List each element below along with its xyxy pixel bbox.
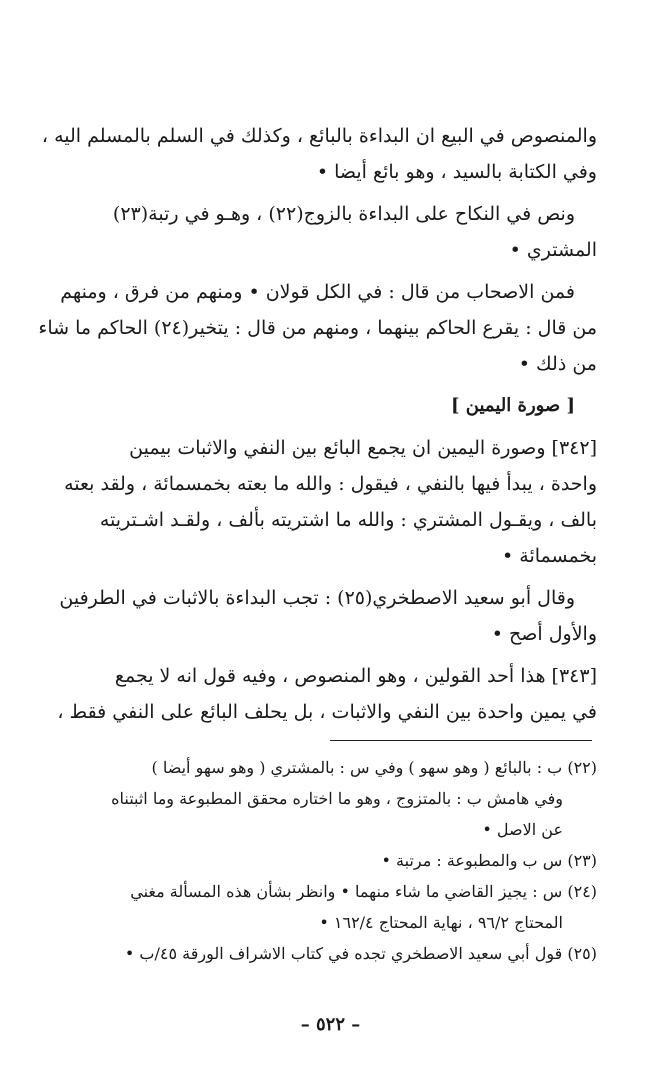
footnote-separator [330,740,592,741]
section-heading: [ صورة اليمين ] [451,395,575,416]
footnote-line: (٢٤) س : يجيز القاضي ما شاء منهما • وانظر بشأن هذه المسألة مغني [130,882,597,901]
text-line: [٣٤٣] هذا أحد القولين ، وهو المنصوص ، وفيه قول انه لا يجمع [114,665,597,687]
main-text [38,118,597,736]
text-line: المشتري • [509,239,597,261]
footnote-line: عن الاصل • [482,820,563,839]
footnote-line: وفي هامش ب : بالمتزوج ، وهو ما اختاره محقق المطبوعة وما اثبتناه [111,789,563,808]
footnote-line: المحتاج ٩٦/٢ ، نهاية المحتاج ١٦٢/٤ • [319,913,563,932]
footnote-23 [64,845,597,876]
text-line: واحدة ، يبدأ فيها بالنفي ، فيقول : والله ما بعته بخمسمائة ، ولقد بعته [64,473,597,495]
footnote-line: (٢٢) ب : بالبائع ( وهو سهو ) وفي س : بالمشتري ( وهو سهو أيضا ) [151,758,597,777]
paragraph-2 [64,196,597,268]
text-line: وفي الكتابة بالسيد ، وهو بائع أيضا • [316,161,597,183]
text-line: ونص في النكاح على البداءة بالزوج(٢٢) ، وهـو في رتبة(٢٣) [112,203,575,225]
footnote-25 [64,938,597,969]
footnotes [64,752,597,969]
footnote-22 [64,752,597,845]
text-line: من ذلك • [518,353,597,375]
paragraph-6 [57,658,597,730]
paragraph-3 [38,274,597,382]
body-text [38,118,597,730]
text-line: بالف ، ويقـول المشتري : والله ما اشتريته بألف ، ولقـد اشـتريته [99,509,597,531]
paragraph-5 [59,580,597,652]
text-line: [٣٤٢] وصورة اليمين ان يجمع البائع بين النفي والاثبات بيمين [129,437,597,459]
paragraph-1 [41,118,597,190]
text-line: وقال أبو سعيد الاصطخري(٢٥) : تجب البداءة بالاثبات في الطرفين [59,587,575,609]
footnote-line: (٢٣) س ب والمطبوعة : مرتبة • [381,851,597,870]
footnote-line: (٢٥) قول أبي سعيد الاصطخري تجده في كتاب الاشراف الورقة ٤٥/ب • [124,944,597,963]
text-line: في يمين واحدة بين النفي والاثبات ، بل يحلف البائع على النفي فقط ، [57,701,597,723]
paragraph-4 [64,430,597,574]
footnote-24 [64,876,597,938]
text-line: والأول أصح • [491,623,597,645]
text-line: والمنصوص في البيع ان البداءة بالبائع ، وكذلك في السلم بالمسلم اليه ، [41,125,597,147]
text-line: بخمسمائة • [502,545,597,567]
page-number: – ٥٢٢ – [300,1014,361,1035]
text-line: من قال : يقرع الحاكم بينهما ، ومنهم من قال : يتخير(٢٤) الحاكم ما شاء [38,317,597,339]
text-line: فمن الاصحاب من قال : في الكل قولان • ومنهم من فرق ، ومنهم [60,281,575,303]
